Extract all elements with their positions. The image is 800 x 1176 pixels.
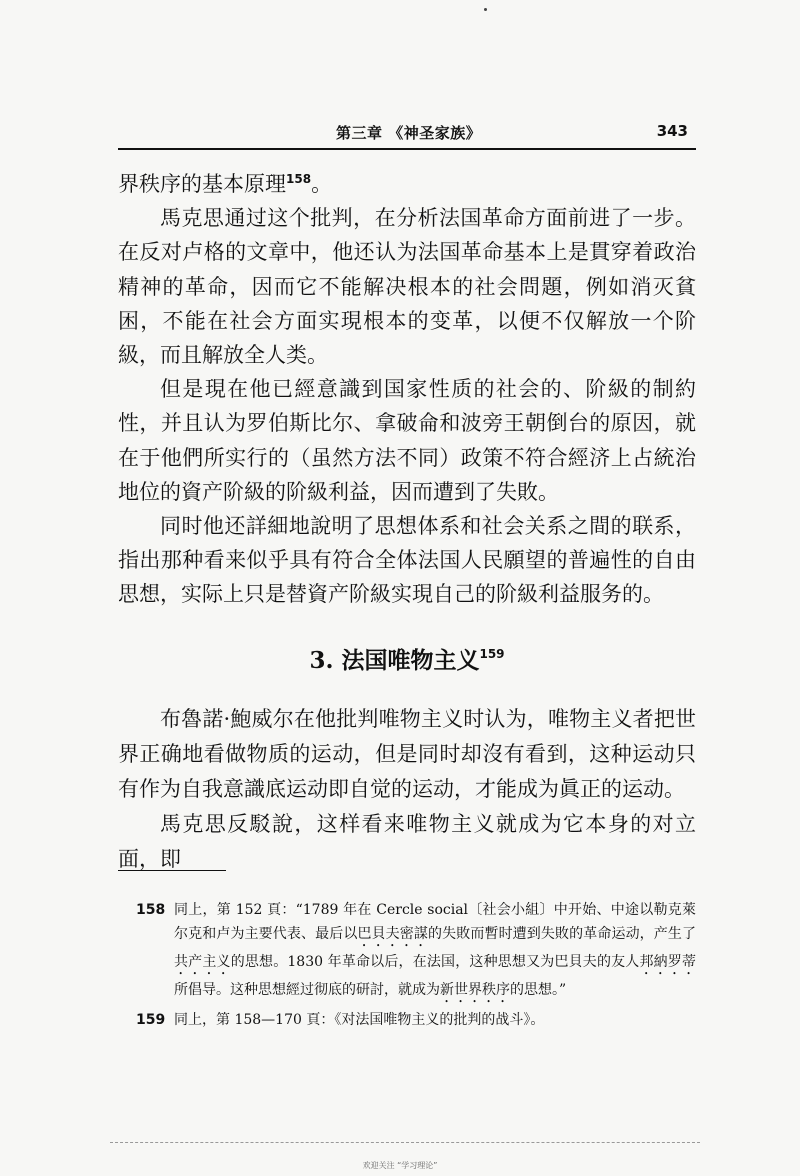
footnote-number: 158 — [136, 902, 166, 918]
section-heading — [118, 642, 696, 675]
paragraph: 馬克思通过这个批判，在分析法国革命方面前进了一步。在反对卢格的文章中，他还认为法国革命基本上是貫穿着政治精神的革命，因而它不能解决根本的社会問題，例如消灭貧困，不能在社会方面实現根本的变革，以便不仅解放一个阶級，而且解放全人类。 — [118, 206, 696, 368]
paragraph — [118, 162, 696, 201]
footnote-segment: 的失敗而暫时遭到失敗的革命运动，产生了 — [428, 926, 697, 942]
footnote-ref[interactable]: 158 — [286, 172, 312, 186]
footnote-number: 159 — [136, 1012, 166, 1028]
scan-speck — [484, 8, 487, 11]
watermark: 欢迎关注 “学习理论” — [362, 1161, 438, 1170]
footnotes — [136, 898, 696, 1034]
footnote-ref[interactable]: 159 — [479, 647, 505, 661]
footnote-158 — [136, 898, 696, 1006]
paragraph: 馬克思反駁說，这样看来唯物主义就成为它本身的对立面，即 — [118, 812, 696, 871]
body-text-top — [118, 162, 696, 612]
footnote-rule — [118, 870, 226, 871]
paragraph: 布魯諾·鮑威尔在他批判唯物主义时认为，唯物主义者把世界正确地看做物质的运动，但是同时却沒有看到，这种运动只有作为自我意識底运动即自觉的运动，才能成为眞正的运动。 — [118, 707, 696, 801]
running-header — [118, 118, 696, 148]
paragraph-text: 界秩序的基本原理 — [118, 172, 286, 196]
scan-edge-line — [110, 1142, 700, 1143]
footnote-text — [174, 902, 696, 998]
footnote-159 — [136, 1008, 696, 1032]
footnote-text: 同上，第 158—170 頁：《对法国唯物主义的批判的战斗》。 — [174, 1012, 545, 1028]
emphasized-term: 新世界秩序 — [440, 982, 510, 998]
footnote-segment: 的思想。” — [510, 982, 567, 998]
body-text-bottom — [118, 702, 696, 877]
footnote-segment: 的思想。1830 年革命以后，在法国，这种思想又为巴貝夫的友人 — [230, 954, 640, 970]
paragraph: 同时他还詳細地說明了思想体系和社会关系之間的联系，指出那种看来似乎具有符合全体法国人民願望的普遍性的自由思想，实际上只是替資产阶級实現自己的阶級利益服务的。 — [118, 514, 696, 607]
chapter-title: 第三章 《神圣家族》 — [336, 124, 482, 142]
emphasized-term: 巴貝夫密謀 — [357, 926, 429, 942]
footnote-segment: 同上，第 152 頁：“1789 年在 Cercle social〔社会小組〕中开始、中途以勒克萊尔克和卢为主要代表、最后以 — [174, 902, 696, 942]
emphasized-term: 邦納罗蒂 — [639, 954, 697, 970]
paragraph-text-end: 。 — [311, 172, 333, 196]
emphasized-term: 共产主义 — [174, 954, 231, 970]
footnote-segment: 所倡导。这种思想經过彻底的研討，就成为 — [174, 982, 440, 998]
section-heading-text: 3. 法国唯物主义 — [309, 647, 480, 674]
header-rule — [118, 148, 696, 150]
page-number: 343 — [656, 122, 688, 140]
paragraph: 但是現在他已經意識到国家性质的社会的、阶級的制約性，并且认为罗伯斯比尔、拿破侖和波旁王朝倒台的原因，就在于他們所实行的（虽然方法不同）政策不符合經济上占統治地位的資产阶級的阶級利益，因而遭到了失敗。 — [118, 377, 696, 504]
